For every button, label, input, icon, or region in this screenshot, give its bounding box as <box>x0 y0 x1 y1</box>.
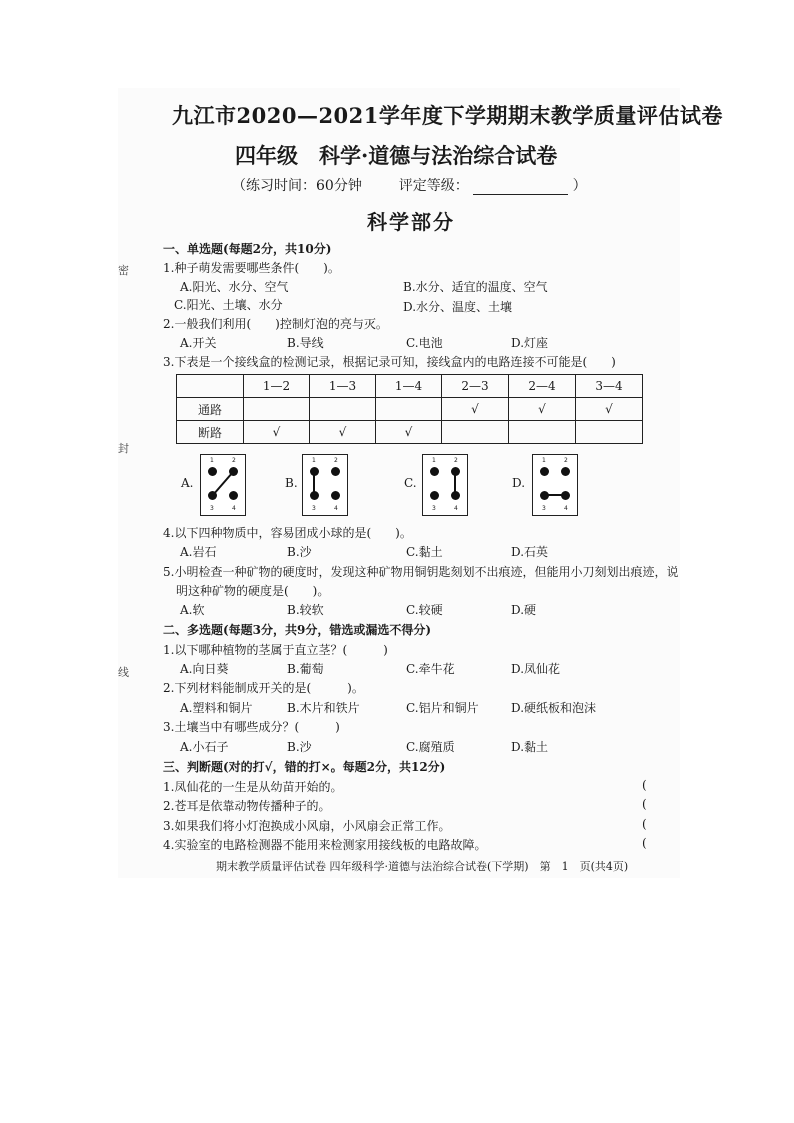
s1-q4-text: 4.以下四种物质中，容易团成小球的是( )。 <box>163 526 412 540</box>
s2-q1-text: 1.以下哪种植物的茎属于直立茎？( ) <box>163 643 388 657</box>
table-header-cell: 1—2 <box>244 375 310 398</box>
exam-info-line <box>232 175 587 195</box>
s1-q4-opt-b[interactable]: B.沙 <box>287 545 312 559</box>
s1-q5-opt-a[interactable]: A.软 <box>180 603 205 617</box>
wiring-box-diagram-c <box>422 454 468 516</box>
section3-heading: 三、判断题(对的打√，错的打×。每题2分，共12分) <box>163 760 446 774</box>
table-cell <box>376 398 442 421</box>
table-header-cell: 3—4 <box>576 375 643 398</box>
s1-q1-opt-a[interactable]: A.阳光、水分、空气 <box>180 280 289 294</box>
terminal-label: 3 <box>542 505 546 512</box>
table-row <box>177 398 643 421</box>
time-label: （练习时间：60分钟 <box>232 178 362 194</box>
s2-q3-opt-a[interactable]: A.小石子 <box>180 740 229 754</box>
table-header-cell: 2—4 <box>509 375 576 398</box>
answer-bracket[interactable]: ( <box>642 817 647 831</box>
s2-q2-opt-b[interactable]: B.木片和铁片 <box>287 701 360 715</box>
wiring-box-diagram-a <box>200 454 246 516</box>
s1-q2-opt-d[interactable]: D.灯座 <box>511 336 549 350</box>
s1-q1-opt-c[interactable]: C.阳光、土壤、水分 <box>174 298 283 312</box>
s2-q3-opt-c[interactable]: C.腐殖质 <box>406 740 455 754</box>
terminal-label: 2 <box>564 457 568 464</box>
s1-q5-opt-b[interactable]: B.较软 <box>287 603 324 617</box>
s1-q4-opt-a[interactable]: A.岩石 <box>180 545 217 559</box>
s2-q1-opt-c[interactable]: C.牵牛花 <box>406 662 455 676</box>
exam-title: 九江市2020—2021学年度下学期期末教学质量评估试卷 <box>172 103 723 128</box>
terminal-label: 2 <box>454 457 458 464</box>
wiring-box-diagram-b <box>302 454 348 516</box>
terminal-label: 3 <box>312 505 316 512</box>
s2-q3-text: 3.土壤当中有哪些成分？( ) <box>163 720 340 734</box>
s1-q5-text: 5.小明检查一种矿物的硬度时，发现这种矿物用铜钥匙刻划不出痕迹，但能用小刀刻划出痕迹，说 <box>163 565 679 579</box>
terminal-label: 1 <box>210 457 214 464</box>
terminal-label: 2 <box>232 457 236 464</box>
table-header-row <box>177 375 643 398</box>
table-cell <box>509 421 576 444</box>
s2-q1-opt-b[interactable]: B.葡萄 <box>287 662 324 676</box>
wire-line <box>423 455 467 515</box>
table-cell: 断路 <box>177 421 244 444</box>
s1-q3-opt-b[interactable]: B. <box>285 476 298 490</box>
terminal-label: 3 <box>210 505 214 512</box>
s1-q3-opt-a[interactable]: A. <box>181 476 194 490</box>
s2-q1-opt-a[interactable]: A.向日葵 <box>180 662 229 676</box>
answer-bracket[interactable]: ( <box>642 836 647 850</box>
s1-q2-text: 2.一般我们利用( )控制灯泡的亮与灭。 <box>163 317 388 331</box>
page-footer: 期末教学质量评估试卷 四年级科学·道德与法治综合试卷(下学期) 第 1 页(共4页) <box>216 860 629 873</box>
s2-q2-opt-d[interactable]: D.硬纸板和泡沫 <box>511 701 597 715</box>
terminal-label: 4 <box>232 505 236 512</box>
table-cell: √ <box>376 421 442 444</box>
s1-q5-opt-d[interactable]: D.硬 <box>511 603 537 617</box>
wire-line <box>533 455 577 515</box>
table-cell <box>442 421 509 444</box>
table-cell: √ <box>244 421 310 444</box>
s2-q2-opt-c[interactable]: C.铝片和铜片 <box>406 701 479 715</box>
answer-bracket[interactable]: ( <box>642 778 647 792</box>
wiring-box-diagram-d <box>532 454 578 516</box>
s1-q2-opt-c[interactable]: C.电池 <box>406 336 443 350</box>
terminal-label: 2 <box>334 457 338 464</box>
s1-q3-opt-d[interactable]: D. <box>512 476 526 490</box>
s1-q2-opt-a[interactable]: A.开关 <box>180 336 217 350</box>
s2-q3-opt-b[interactable]: B.沙 <box>287 740 312 754</box>
table-cell <box>244 398 310 421</box>
s1-q3-opt-c[interactable]: C. <box>404 476 417 490</box>
terminal-label: 1 <box>312 457 316 464</box>
table-cell: √ <box>576 398 643 421</box>
margin-mark-feng: 封 <box>118 442 129 455</box>
terminal-label: 4 <box>454 505 458 512</box>
judge-item: 2.苍耳是依靠动物传播种子的。 <box>163 799 331 813</box>
margin-mark-xian: 线 <box>118 666 129 679</box>
s2-q1-opt-d[interactable]: D.凤仙花 <box>511 662 561 676</box>
s2-q2-opt-a[interactable]: A.塑料和铜片 <box>180 701 253 715</box>
s1-q2-opt-b[interactable]: B.导线 <box>287 336 324 350</box>
s2-q2-text: 2.下列材料能制成开关的是( )。 <box>163 681 364 695</box>
wire-line <box>201 455 245 515</box>
table-header-cell: 2—3 <box>442 375 509 398</box>
table-header-cell: 1—4 <box>376 375 442 398</box>
s1-q4-opt-d[interactable]: D.石英 <box>511 545 549 559</box>
exam-subtitle: 四年级 科学·道德与法治综合试卷 <box>235 143 558 168</box>
table-cell: √ <box>310 421 376 444</box>
s1-q5-text-cont: 明这种矿物的硬度是( )。 <box>176 584 330 598</box>
judge-item: 3.如果我们将小灯泡换成小风扇，小风扇会正常工作。 <box>163 819 451 833</box>
grade-label: 评定等级： <box>398 178 469 194</box>
part-title: 科学部分 <box>367 210 455 234</box>
margin-mark-mi: 密 <box>118 264 129 277</box>
judge-item: 4.实验室的电路检测器不能用来检测家用接线板的电路故障。 <box>163 838 487 852</box>
wire-line <box>303 455 347 515</box>
section1-heading: 一、单选题(每题2分，共10分) <box>163 242 332 256</box>
section2-heading: 二、多选题(每题3分，共9分，错选或漏选不得分) <box>163 623 432 637</box>
terminal-label: 4 <box>564 505 568 512</box>
table-header-cell: 1—3 <box>310 375 376 398</box>
table-row <box>177 421 643 444</box>
table-cell <box>576 421 643 444</box>
table-header-cell <box>177 375 244 398</box>
s1-q1-opt-d[interactable]: D.水分、温度、土壤 <box>403 300 513 314</box>
table-cell: √ <box>509 398 576 421</box>
table-cell: 通路 <box>177 398 244 421</box>
s2-q3-opt-d[interactable]: D.黏土 <box>511 740 549 754</box>
s1-q4-opt-c[interactable]: C.黏土 <box>406 545 443 559</box>
s1-q1-text: 1.种子萌发需要哪些条件( )。 <box>163 261 340 275</box>
table-cell <box>310 398 376 421</box>
grade-close: ） <box>572 178 587 194</box>
s1-q1-opt-b[interactable]: B.水分、适宜的温度、空气 <box>403 280 548 294</box>
judge-item: 1.凤仙花的一生是从幼苗开始的。 <box>163 780 343 794</box>
terminal-label: 1 <box>542 457 546 464</box>
terminal-label: 1 <box>432 457 436 464</box>
s1-q5-opt-c[interactable]: C.较硬 <box>406 603 443 617</box>
s1-q3-text: 3.下表是一个接线盒的检测记录，根据记录可知，接线盒内的电路连接不可能是( ) <box>163 355 616 369</box>
terminal-label: 4 <box>334 505 338 512</box>
answer-bracket[interactable]: ( <box>642 797 647 811</box>
detection-record-table <box>176 374 643 444</box>
table-cell: √ <box>442 398 509 421</box>
grade-blank[interactable] <box>473 180 568 195</box>
terminal-label: 3 <box>432 505 436 512</box>
